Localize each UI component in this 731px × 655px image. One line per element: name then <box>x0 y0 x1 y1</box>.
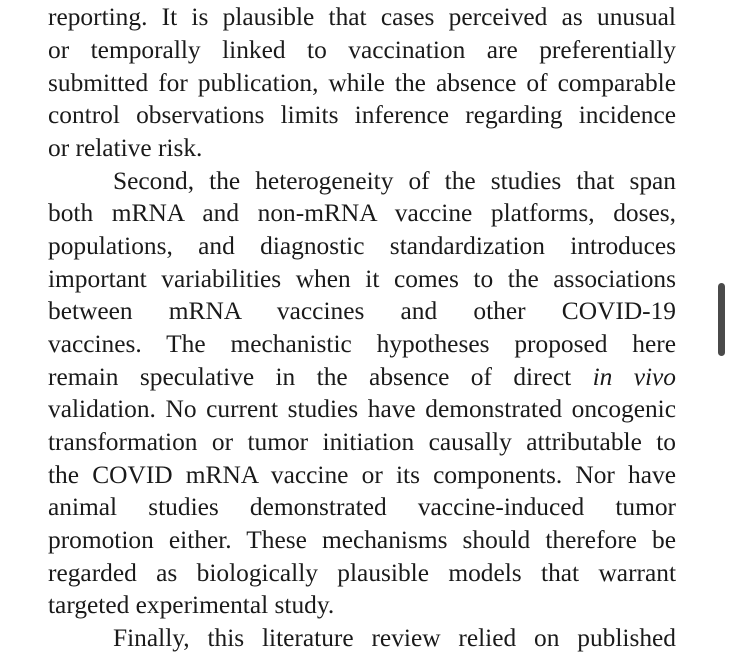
text-line: important variabilities when it comes to the associations <box>48 265 676 293</box>
text-line: regarded as biologically plausible models that warrant <box>48 559 676 587</box>
scrollbar-thumb[interactable] <box>718 283 725 356</box>
text-line: between mRNA vaccines and other COVID-19 <box>48 297 676 325</box>
text-line: promotion either. These mechanisms should therefore be <box>48 526 676 554</box>
text-line: targeted experimental study. <box>48 591 335 619</box>
text-line: control observations limits inference regarding incidence <box>48 101 676 129</box>
text-line-content: remain speculative in the absence of direct <box>48 363 572 391</box>
text-line: or temporally linked to vaccination are preferentially <box>48 36 676 64</box>
text-line <box>48 361 676 394</box>
text-line: reporting. It is plausible that cases perceived as unusual <box>48 3 676 31</box>
paragraph-first-line: Finally, this literature review relied on published <box>113 624 676 652</box>
text-line: submitted for publication, while the absence of comparable <box>48 69 676 97</box>
text-line: vaccines. The mechanistic hypotheses proposed here <box>48 330 676 358</box>
text-line: the COVID mRNA vaccine or its components. Nor have <box>48 461 676 489</box>
text-line: transformation or tumor initiation causally attributable to <box>48 428 676 456</box>
text-line: animal studies demonstrated vaccine-induced tumor <box>48 493 676 521</box>
paragraph-first-line: Second, the heterogeneity of the studies that span <box>113 167 676 195</box>
text-line: both mRNA and non-mRNA vaccine platforms, doses, <box>48 199 676 227</box>
italic-phrase: in vivo <box>592 363 676 391</box>
text-line: or relative risk. <box>48 134 203 162</box>
text-line: validation. No current studies have demonstrated oncogenic <box>48 395 676 423</box>
text-line: populations, and diagnostic standardization introduces <box>48 232 676 260</box>
